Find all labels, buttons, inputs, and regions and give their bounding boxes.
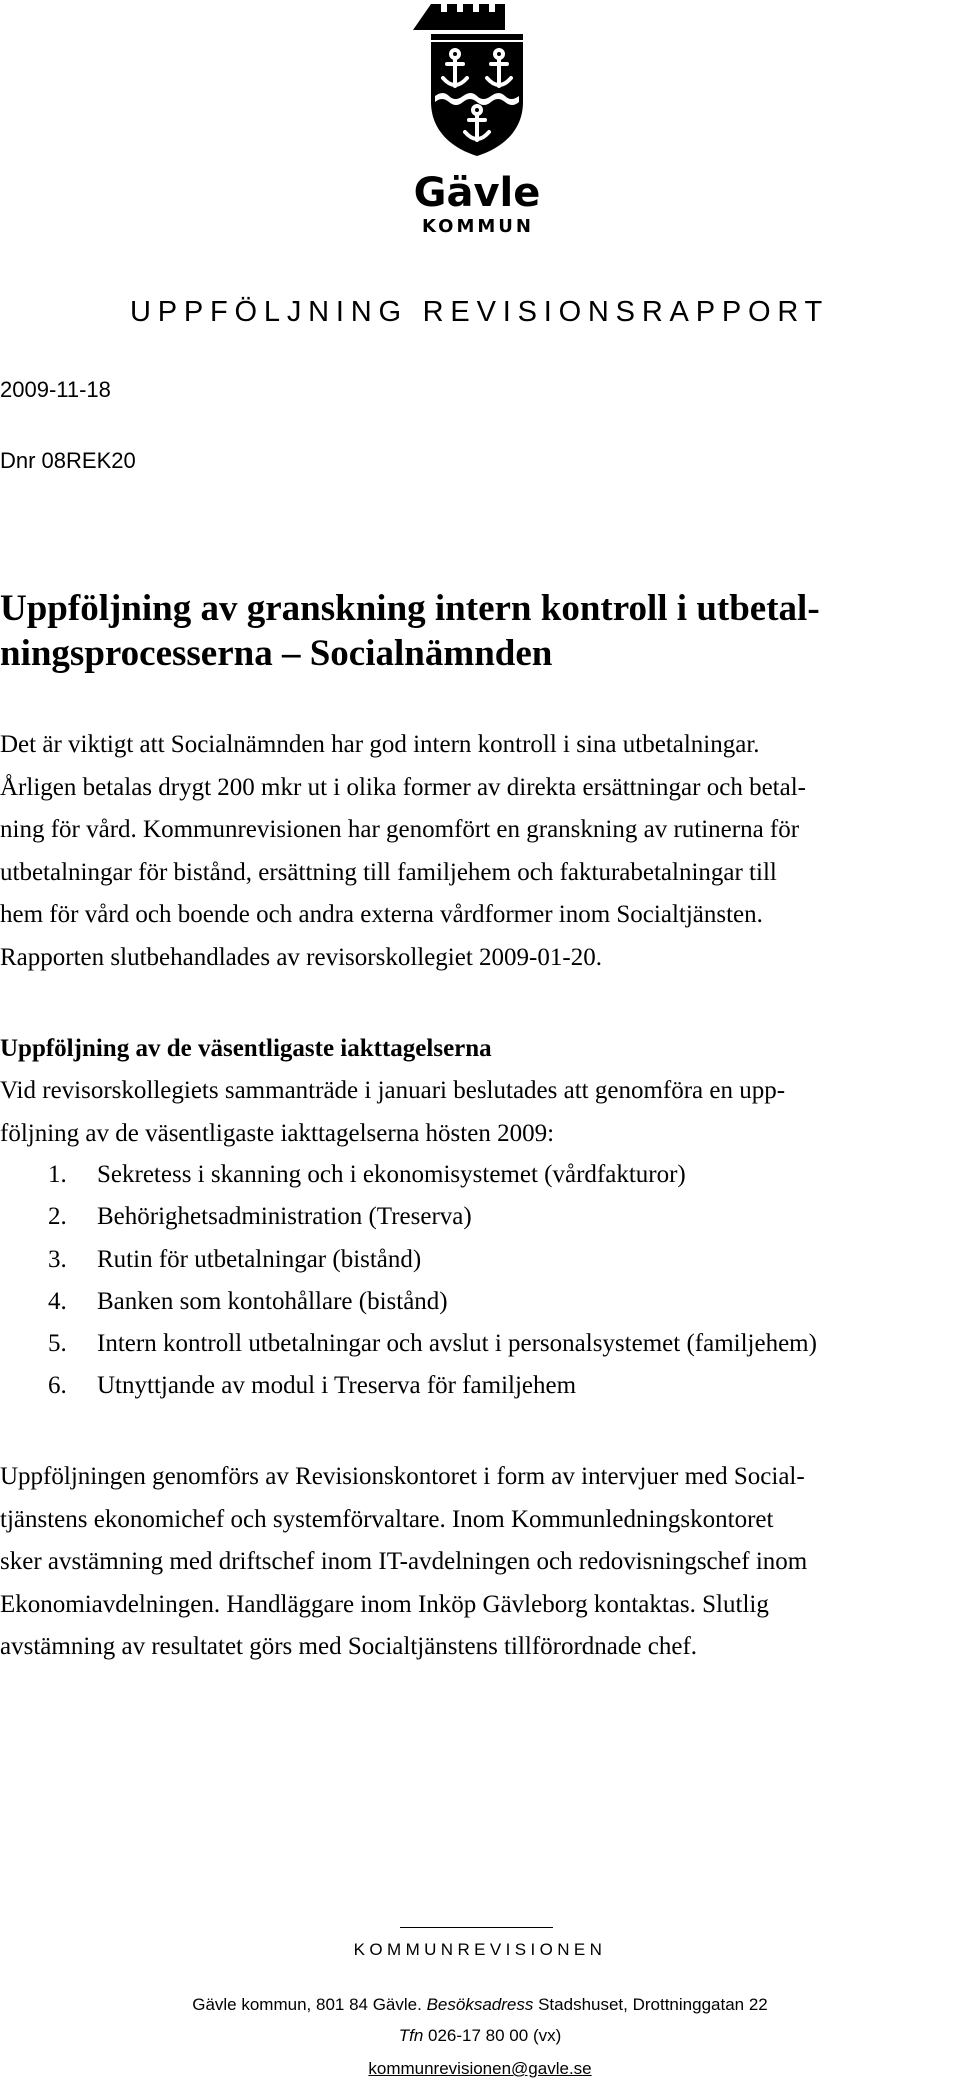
text-line: sker avstämning med driftschef inom IT-avdelningen och redovisningschef inom bbox=[0, 1548, 808, 1575]
footer-email-row bbox=[0, 2059, 960, 2079]
text-line: avstämning av resultatet görs med Socialtjänstens tillförordnade chef. bbox=[0, 1633, 698, 1660]
text-line: Det är viktigt att Socialnämnden har god intern kontroll i sina utbetalningar. bbox=[0, 731, 760, 758]
phone-number: 026-17 80 00 (vx) bbox=[428, 2026, 562, 2045]
document-reference-number: Dnr 08REK20 bbox=[0, 448, 136, 473]
list-item-number: 6. bbox=[48, 1372, 67, 1400]
logo-name: Gävle bbox=[413, 170, 541, 216]
address-text: Gävle kommun, 801 84 Gävle. bbox=[192, 1995, 422, 2014]
email-link[interactable]: kommunrevisionen@gavle.se bbox=[368, 2059, 592, 2078]
followup-paragraph bbox=[0, 1070, 960, 1155]
list-item-text: Rutin för utbetalningar (bistånd) bbox=[97, 1245, 422, 1273]
phone-label: Tfn bbox=[398, 2026, 424, 2045]
list-item-text: Sekretess i skanning och i ekonomisystemet (vårdfakturor) bbox=[97, 1161, 686, 1188]
footer-divider bbox=[400, 1927, 553, 1928]
address-text: Stadshuset, Drottninggatan 22 bbox=[538, 1995, 768, 2014]
footer-organization: KOMMUNREVISIONEN bbox=[353, 1940, 607, 1959]
footer-phone bbox=[0, 2026, 960, 2046]
list-item bbox=[0, 1239, 960, 1281]
title-line: Uppföljning av granskning intern kontroll i utbetal- bbox=[0, 588, 820, 629]
list-item bbox=[0, 1365, 960, 1407]
list-item bbox=[0, 1323, 960, 1365]
text-line: Vid revisorskollegiets sammanträde i januari beslutades att genomföra en upp- bbox=[0, 1077, 786, 1104]
list-item-number: 4. bbox=[48, 1287, 67, 1315]
followup-items-list bbox=[0, 1154, 960, 1408]
text-line: hem för vård och boende och andra externa vårdformer inom Socialtjänsten. bbox=[0, 901, 763, 928]
footer-address bbox=[0, 1995, 960, 2015]
gavle-logo bbox=[407, 0, 547, 240]
text-line: Rapporten slutbehandlades av revisorskollegiet 2009-01-20. bbox=[0, 943, 602, 971]
list-item-number: 2. bbox=[48, 1203, 67, 1231]
list-item-number: 1. bbox=[48, 1161, 67, 1188]
text-line: tjänstens ekonomichef och systemförvaltare. Inom Kommunledningskontoret bbox=[0, 1505, 774, 1533]
gavle-coat-of-arms-icon bbox=[407, 0, 547, 240]
list-item bbox=[0, 1196, 960, 1238]
list-item-number: 5. bbox=[48, 1330, 67, 1358]
text-line: utbetalningar för bistånd, ersättning till familjehem och fakturabetalningar till bbox=[0, 858, 777, 886]
title-line: ningsprocesserna – Socialnämnden bbox=[0, 633, 553, 674]
list-item-number: 3. bbox=[48, 1245, 67, 1273]
list-item-text: Banken som kontohållare (bistånd) bbox=[97, 1287, 448, 1315]
text-line: Uppföljningen genomförs av Revisionskontoret i form av intervjuer med Social- bbox=[0, 1463, 805, 1490]
followup-heading: Uppföljning av de väsentligaste iakttagelserna bbox=[0, 1035, 492, 1062]
list-item-text: Intern kontroll utbetalningar och avslut i personalsystemet (familjehem) bbox=[97, 1330, 817, 1358]
document-type: UPPFÖLJNING REVISIONSRAPPORT bbox=[130, 296, 830, 328]
list-item-text: Behörighetsadministration (Treserva) bbox=[97, 1203, 472, 1231]
list-item bbox=[0, 1281, 960, 1323]
list-item-text: Utnyttjande av modul i Treserva för familjehem bbox=[97, 1372, 577, 1400]
text-line: ning för vård. Kommunrevisionen har genomfört en granskning av rutinerna för bbox=[0, 816, 800, 843]
intro-paragraph bbox=[0, 724, 960, 979]
text-line: Ekonomiavdelningen. Handläggare inom Inköp Gävleborg kontaktas. Slutlig bbox=[0, 1590, 769, 1618]
page-title bbox=[0, 586, 960, 676]
method-paragraph bbox=[0, 1456, 960, 1669]
address-label: Besöksadress bbox=[426, 1995, 534, 2014]
document-date: 2009-11-18 bbox=[0, 377, 111, 402]
text-line: Årligen betalas drygt 200 mkr ut i olika former av direkta ersättningar och betal- bbox=[0, 773, 806, 801]
logo-subtitle: KOMMUN bbox=[422, 216, 534, 237]
list-item bbox=[0, 1154, 960, 1196]
text-line: följning av de väsentligaste iakttagelserna hösten 2009: bbox=[0, 1119, 555, 1147]
